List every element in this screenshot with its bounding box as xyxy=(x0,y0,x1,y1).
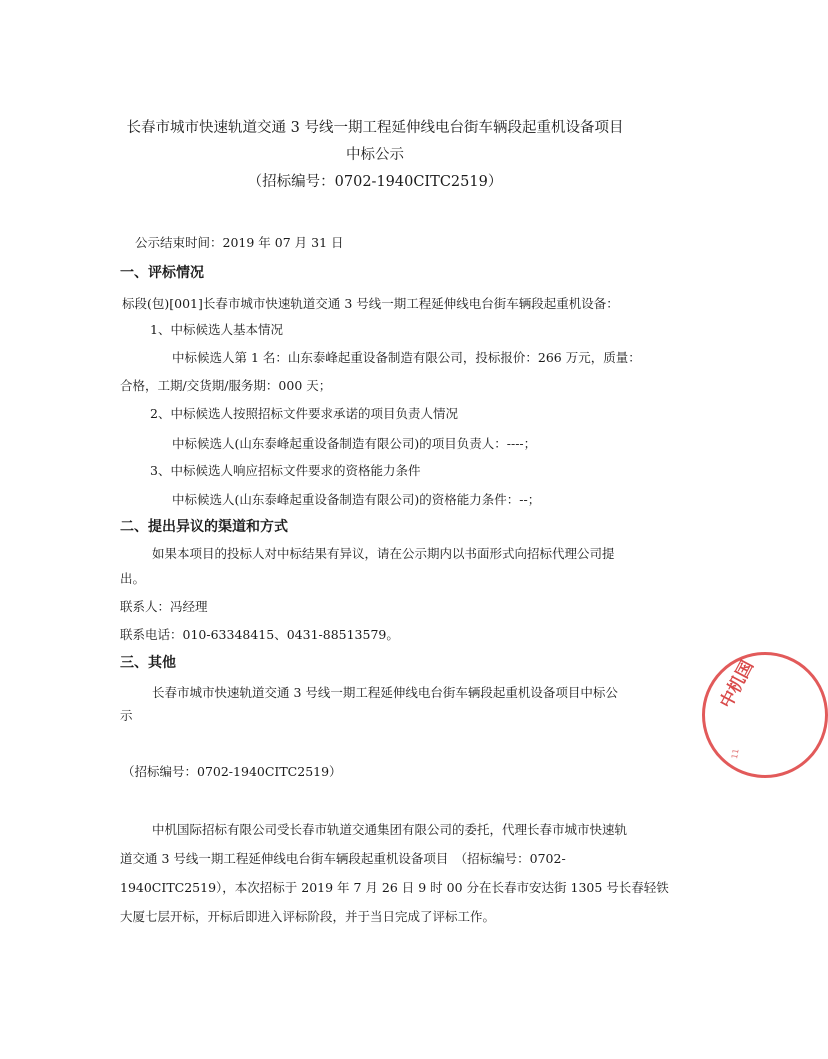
bid-number: （招标编号：0702-1940CITC2519） xyxy=(247,174,503,190)
document-subtitle: 中标公示 xyxy=(346,147,404,163)
paragraph-line1: 中机国际招标有限公司受长春市轨道交通集团有限公司的委托，代理长春市城市快速轨 xyxy=(152,822,628,837)
contact-phone: 联系电话：010-63348415、0431-88513579。 xyxy=(120,627,399,642)
publication-end-time: 公示结束时间：2019 年 07 月 31 日 xyxy=(135,235,344,250)
other-body-line2: 示 xyxy=(120,708,133,723)
item-1-body-line2: 合格，工期/交货期/服务期：000 天； xyxy=(120,378,332,393)
paragraph-line2: 道交通 3 号线一期工程延伸线电台街车辆段起重机设备项目 （招标编号：0702- xyxy=(120,851,566,866)
seal-number: 11 xyxy=(730,747,741,760)
item-2-body: 中标候选人(山东泰峰起重设备制造有限公司)的项目负责人：----； xyxy=(172,436,537,451)
section-heading-evaluation: 一、评标情况 xyxy=(120,265,204,281)
section-heading-other: 三、其他 xyxy=(120,655,176,671)
item-3-title: 3、中标候选人响应招标文件要求的资格能力条件 xyxy=(150,463,421,478)
document-title: 长春市城市快速轨道交通 3 号线一期工程延伸线电台街车辆段起重机设备项目 xyxy=(126,120,624,136)
item-1-title: 1、中标候选人基本情况 xyxy=(150,322,283,337)
lot-description: 标段(包)[001]长春市城市快速轨道交通 3 号线一期工程延伸线电台街车辆段起重机设备： xyxy=(122,296,619,311)
seal-text: 中机国 xyxy=(716,657,759,712)
objection-body-line1: 如果本项目的投标人对中标结果有异议，请在公示期内以书面形式向招标代理公司提 xyxy=(152,546,615,561)
official-seal xyxy=(702,652,828,778)
other-body-line1: 长春市城市快速轨道交通 3 号线一期工程延伸线电台街车辆段起重机设备项目中标公 xyxy=(152,685,618,700)
other-bid-number: （招标编号：0702-1940CITC2519） xyxy=(122,764,342,779)
objection-body-line2: 出。 xyxy=(120,571,146,586)
contact-person: 联系人：冯经理 xyxy=(120,599,208,614)
paragraph-line4: 大厦七层开标，开标后即进入评标阶段，并于当日完成了评标工作。 xyxy=(120,909,496,924)
item-2-title: 2、中标候选人按照招标文件要求承诺的项目负责人情况 xyxy=(150,406,458,421)
section-heading-objection: 二、提出异议的渠道和方式 xyxy=(120,519,288,535)
item-1-body-line1: 中标候选人第 1 名：山东泰峰起重设备制造有限公司，投标报价：266 万元，质量： xyxy=(172,350,641,365)
item-3-body: 中标候选人(山东泰峰起重设备制造有限公司)的资格能力条件：--； xyxy=(172,492,541,507)
paragraph-line3: 1940CITC2519），本次招标于 2019 年 7 月 26 日 9 时 00 分在长春市安达街 1305 号长春轻铁 xyxy=(120,880,669,895)
